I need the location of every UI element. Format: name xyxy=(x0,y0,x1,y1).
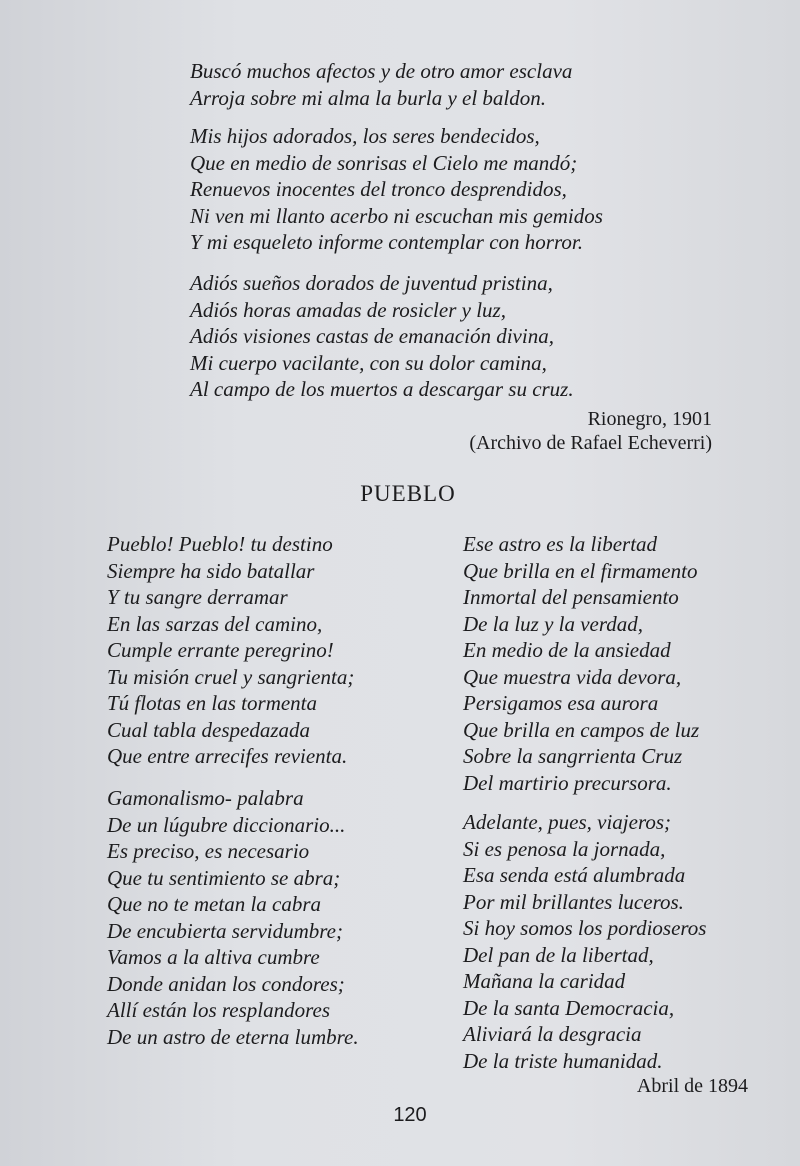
verse-line: Arroja sobre mi alma la burla y el baldon. xyxy=(190,85,547,110)
verse-line: En medio de la ansiedad xyxy=(463,638,671,662)
verse-line: Tú flotas en las tormenta xyxy=(107,691,318,715)
verse-line: Vamos a la altiva cumbre xyxy=(107,945,320,969)
verse-line: Que en medio de sonrisas el Cielo me mandó; xyxy=(190,150,578,175)
verse-line: Y mi esqueleto informe contemplar con horror. xyxy=(190,230,583,254)
verse-line: Del martirio precursora. xyxy=(463,770,672,795)
verse-line: De un astro de eterna lumbre. xyxy=(107,1024,359,1049)
verse-line: Por mil brillantes luceros. xyxy=(463,889,684,914)
verse-line: De un lúgubre diccionario... xyxy=(107,812,346,837)
verse-line: Y tu sangre derramar xyxy=(107,585,288,609)
verse-line: Que brilla en campos de luz xyxy=(463,717,700,742)
verse-line: Donde anidan los condores; xyxy=(107,971,345,996)
verse-line: Ese astro es la libertad xyxy=(463,532,658,556)
verse-line: Gamonalismo- palabra xyxy=(107,786,304,810)
verse-line: Inmortal del pensamiento xyxy=(463,585,679,609)
verse-line: Pueblo! Pueblo! tu destino xyxy=(107,532,333,556)
verse-line: Esa senda está alumbrada xyxy=(463,863,686,887)
top-poem-source: (Archivo de Rafael Echeverri) xyxy=(469,432,712,454)
top-poem-place-date: Rionegro, 1901 xyxy=(587,408,712,430)
page-number: 120 xyxy=(393,1104,427,1126)
verse-line: Que no te metan la cabra xyxy=(107,892,322,916)
top-stanza-3 xyxy=(190,270,574,403)
verse-line: Que brilla en el firmamento xyxy=(463,558,698,583)
verse-line: Renuevos inocentes del tronco desprendidos, xyxy=(190,177,567,201)
verse-line: De la luz y la verdad, xyxy=(463,611,644,636)
verse-line: De la santa Democracia, xyxy=(463,995,675,1020)
pueblo-left-stanza-1 xyxy=(107,531,354,770)
verse-line: De la triste humanidad. xyxy=(463,1048,663,1073)
verse-line: En las sarzas del camino, xyxy=(107,611,323,636)
verse-line: Mañana la caridad xyxy=(463,969,626,993)
verse-line: Cual tabla despedazada xyxy=(107,717,310,742)
verse-line: Siempre ha sido batallar xyxy=(107,558,315,583)
verse-line: Si es penosa la jornada, xyxy=(463,836,666,861)
verse-line: Adiós sueños dorados de juventud pristina, xyxy=(190,271,553,295)
verse-line: Aliviará la desgracia xyxy=(463,1022,642,1046)
verse-line: Es preciso, es necesario xyxy=(107,839,310,863)
verse-line: Adelante, pues, viajeros; xyxy=(463,810,672,834)
verse-line: Adiós visiones castas de emanación divina, xyxy=(190,324,554,348)
verse-line: De encubierta servidumbre; xyxy=(107,918,343,943)
pueblo-right-stanza-2 xyxy=(463,809,706,1074)
verse-line: Allí están los resplandores xyxy=(107,998,331,1022)
verse-line: Persigamos esa aurora xyxy=(463,691,659,715)
poem-title: PUEBLO xyxy=(360,481,456,506)
verse-line: Cumple errante peregrino! xyxy=(107,638,334,662)
pueblo-left-stanza-2 xyxy=(107,785,359,1050)
top-stanza-1 xyxy=(190,58,572,111)
verse-line: Del pan de la libertad, xyxy=(463,942,654,967)
pueblo-right-stanza-1 xyxy=(463,531,699,796)
verse-line: Buscó muchos afectos y de otro amor esclava xyxy=(190,59,573,83)
top-stanza-2 xyxy=(190,123,603,256)
verse-line: Mis hijos adorados, los seres bendecidos, xyxy=(190,124,540,148)
pueblo-date: Abril de 1894 xyxy=(636,1075,748,1097)
verse-line: Que muestra vida devora, xyxy=(463,664,682,689)
verse-line: Tu misión cruel y sangrienta; xyxy=(107,664,355,689)
verse-line: Mi cuerpo vacilante, con su dolor camina, xyxy=(190,350,547,375)
verse-line: Que entre arrecifes revienta. xyxy=(107,744,348,768)
verse-line: Al campo de los muertos a descargar su cruz. xyxy=(190,377,574,401)
verse-line: Que tu sentimiento se abra; xyxy=(107,865,341,890)
verse-line: Ni ven mi llanto acerbo ni escuchan mis gemidos xyxy=(190,203,603,228)
verse-line: Adiós horas amadas de rosicler y luz, xyxy=(190,297,506,322)
verse-line: Sobre la sangrrienta Cruz xyxy=(463,744,683,768)
verse-line: Si hoy somos los pordioseros xyxy=(463,916,707,940)
